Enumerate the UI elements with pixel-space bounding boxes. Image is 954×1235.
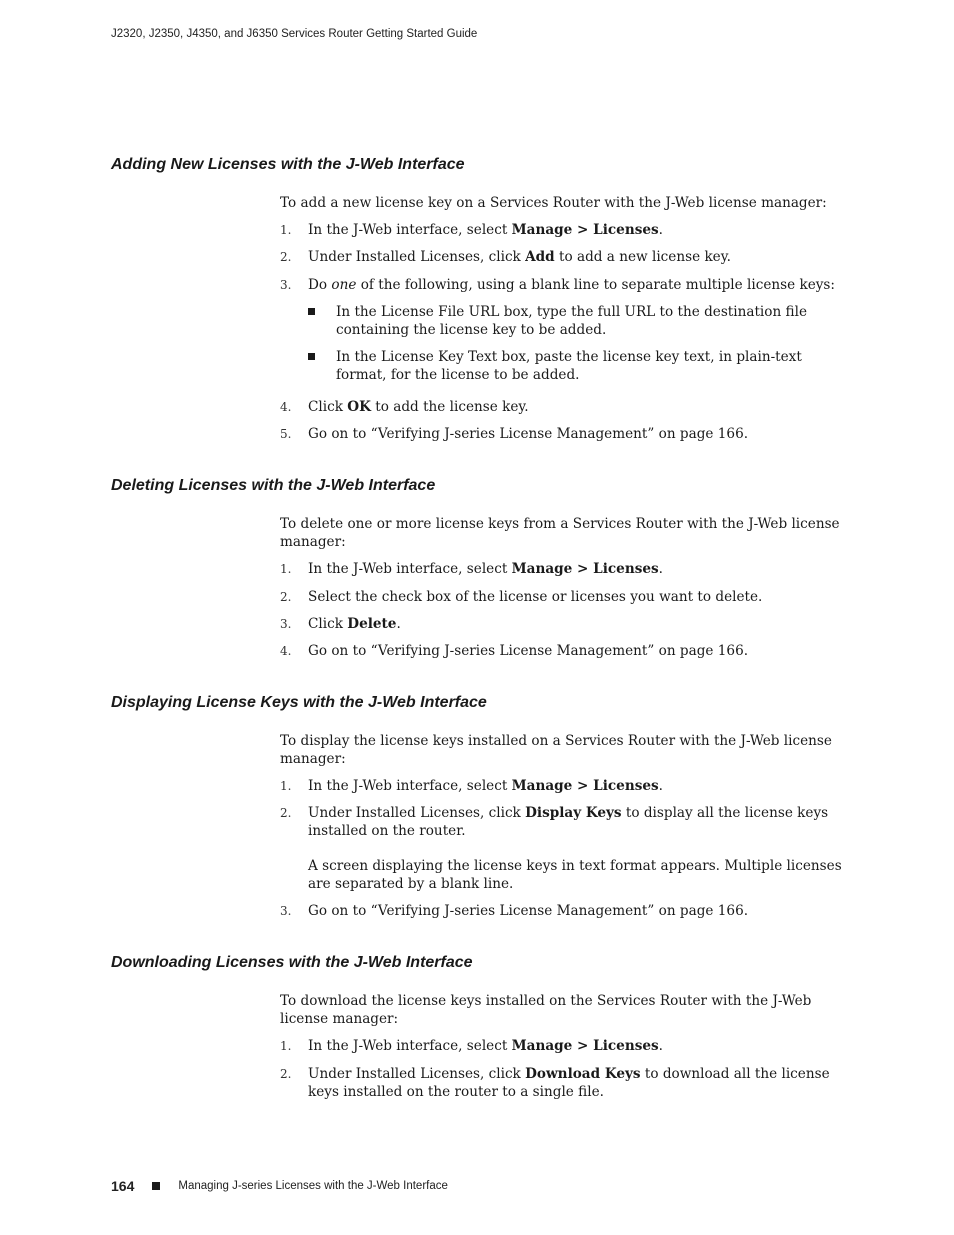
step-deleting-1: 1. In the J-Web interface, select Manage > Licenses. <box>280 561 663 577</box>
step-displaying-2-note: A screen displaying the license keys in text format appears. Multiple licenses are separated by a blank line. <box>308 858 842 892</box>
step-downloading-1: 1. In the J-Web interface, select Manage > Licenses. <box>280 1038 663 1054</box>
step-downloading-2: 2. Under Installed Licenses, click Download Keys to download all the license keys installed on the router to a single file. <box>280 1066 830 1100</box>
intro-deleting: To delete one or more license keys from a Services Router with the J-Web license manager: <box>280 516 840 550</box>
step-displaying-3: 3. Go on to “Verifying J-series License Management” on page 166. <box>280 903 749 919</box>
intro-downloading: To download the license keys installed on the Services Router with the J-Web license manager: <box>280 993 812 1027</box>
step-adding-2: 2. Under Installed Licenses, click Add to add a new license key. <box>280 249 731 265</box>
section-title-deleting: Deleting Licenses with the J-Web Interface <box>111 477 436 494</box>
page-number: 164 <box>111 1178 135 1194</box>
bullet-license-key-text: In the License Key Text box, paste the license key text, in plain-text format, for the license to be added. <box>308 348 845 384</box>
page-footer <box>111 1178 448 1194</box>
step-deleting-4: 4. Go on to “Verifying J-series License Management” on page 166. <box>280 643 749 659</box>
footer-chapter-title: Managing J-series Licenses with the J-Web Interface <box>178 1180 448 1192</box>
step-displaying-1: 1. In the J-Web interface, select Manage > Licenses. <box>280 778 663 794</box>
step-adding-3: 3. Do one of the following, using a blank line to separate multiple license keys: <box>280 277 835 293</box>
step-displaying-2: 2. Under Installed Licenses, click Display Keys to display all the license keys installed on the router. <box>280 805 829 839</box>
bullet-square-icon <box>308 308 315 315</box>
intro-displaying: To display the license keys installed on a Services Router with the J-Web license manager: <box>280 733 832 767</box>
step-adding-1: 1. In the J-Web interface, select Manage > Licenses. <box>280 222 663 238</box>
step-deleting-3: 3. Click Delete. <box>280 616 401 632</box>
bullet-square-icon <box>308 353 315 360</box>
step-adding-4: 4. Click OK to add the license key. <box>280 399 529 415</box>
intro-adding: To add a new license key on a Services Router with the J-Web license manager: <box>280 195 827 211</box>
section-title-downloading: Downloading Licenses with the J-Web Interface <box>111 954 473 971</box>
step-deleting-2: 2. Select the check box of the license or licenses you want to delete. <box>280 589 763 605</box>
section-title-adding: Adding New Licenses with the J-Web Interface <box>111 156 465 173</box>
running-header: J2320, J2350, J4350, and J6350 Services Router Getting Started Guide <box>111 28 478 40</box>
bullet-license-file-url: In the License File URL box, type the full URL to the destination file containing the license key to be added. <box>308 303 845 339</box>
step-adding-5: 5. Go on to “Verifying J-series License Management” on page 166. <box>280 426 749 442</box>
footer-square-icon <box>152 1182 160 1190</box>
section-title-displaying: Displaying License Keys with the J-Web Interface <box>111 694 487 711</box>
